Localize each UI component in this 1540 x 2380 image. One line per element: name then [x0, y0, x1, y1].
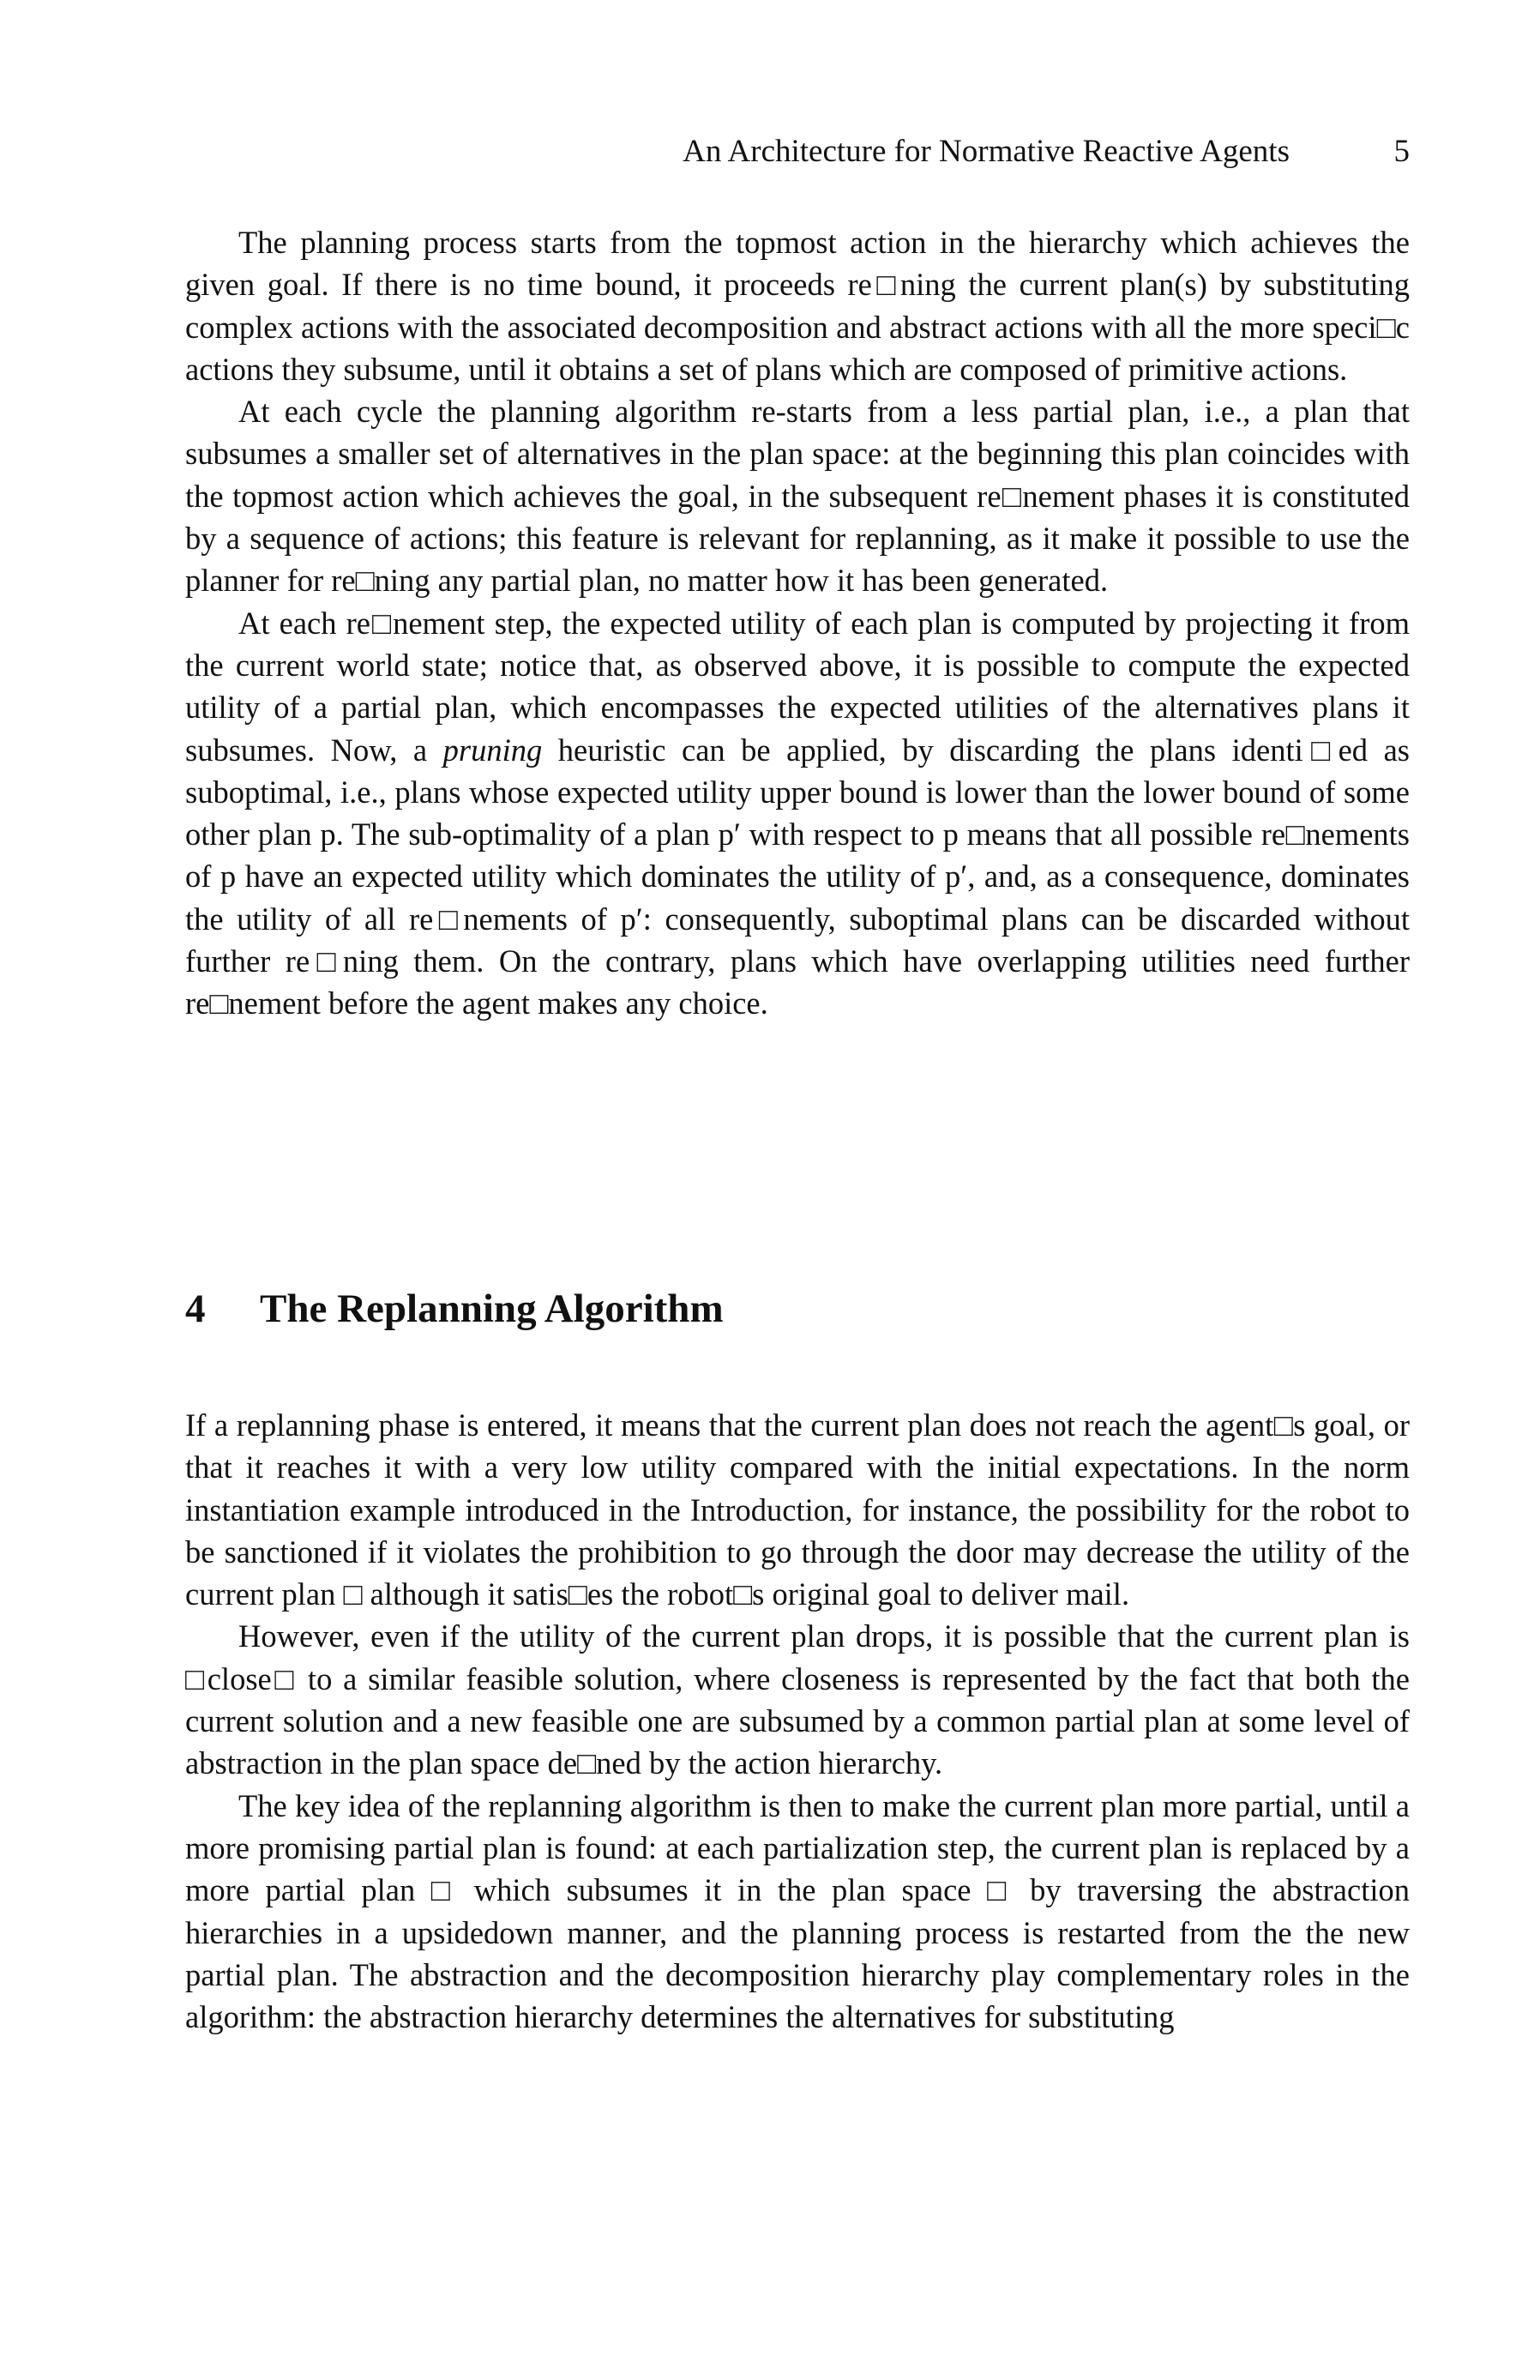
section-text-block: [185, 1404, 1410, 2038]
page-number: 5: [1393, 134, 1410, 169]
running-title: An Architecture for Normative Reactive Agents: [683, 134, 1290, 169]
section-heading: [185, 1283, 1410, 1335]
paragraph-planning-process: The planning process starts from the topmost action in the hierarchy which achieves the given goal. If there is no time bound, it proceeds re□ning the current plan(s) by substituting complex actions with the associated decomposition and abstract actions with all the more speci□c actions they subsume, until it obtains a set of plans which are composed of primitive actions.: [185, 225, 1410, 387]
section-number: 4: [185, 1286, 206, 1331]
paragraph-refinement-step: [185, 602, 1410, 1025]
section-title: The Replanning Algorithm: [260, 1286, 724, 1331]
paragraph-planning-cycle: At each cycle the planning algorithm re-starts from a less partial plan, i.e., a plan that subsumes a smaller set of alternatives in the plan space: at the beginning this plan coincides with the topmost action which achieves the goal, in the subsequent re□nement phases it is constituted by a sequence of actions; this feature is relevant for replanning, as it make it possible to use the planner for re□ning any partial plan, no matter how it has been generated.: [185, 394, 1410, 599]
intro-text-block: [185, 221, 1410, 1025]
paragraph-utility-drops: However, even if the utility of the current plan drops, it is possible that the current plan is □close□ to a similar feasible solution, where closeness is represented by the fact that both the current solution and a new feasible one are subsumed by a common partial plan at some level of abstraction in the plan space de□ned by the action hierarchy.: [185, 1618, 1410, 1781]
pruning-term: pruning: [442, 732, 543, 768]
paragraph-replanning-phase: If a replanning phase is entered, it means that the current plan does not reach the agent□s goal, or that it reaches it with a very low utility compared with the initial expectations. In the norm instantiation example introduced in the Introduction, for instance, the possibility for the robot to be sanctioned if it violates the prohibition to go through the door may decrease the utility of the current plan □ although it satis□es the robot□s original goal to deliver mail.: [185, 1407, 1410, 1612]
running-head: [185, 130, 1410, 173]
refinement-text-start: At each re□nement step, the expected utility of each plan is computed by projecting it from the current world state; notice that, as observed above, it is possible to compute the expected utility of a partial plan, which encompasses the expected utilities of the alternatives plans it subsumes. Now, a: [185, 605, 1410, 768]
paragraph-key-idea: The key idea of the replanning algorithm is then to make the current plan more partial, until a more promising partial plan is found: at each partialization step, the current plan is replaced by a more partial plan □ which subsumes it in the plan space □ by traversing the abstraction hierarchies in a upsidedown manner, and the planning process is restarted from the the new partial plan. The abstraction and the decomposition hierarchy play complementary roles in the algorithm: the abstraction hierarchy determines the alternatives for substituting: [185, 1787, 1410, 2035]
refinement-text-end: heuristic can be applied, by discarding the plans identi□ed as suboptimal, i.e., plans whose expected utility upper bound is lower than the lower bound of some other plan p. The sub-optimality of a plan p′ with respect to p means that all possible re□nements of p have an expected utility which dominates the utility of p′, and, as a consequence, dominates the utility of all re□nements of p′: consequently, suboptimal plans can be discarded without further re□ning them. On the contrary, plans which have overlapping utilities need further re□nement before the agent makes any choice.: [185, 732, 1410, 1021]
